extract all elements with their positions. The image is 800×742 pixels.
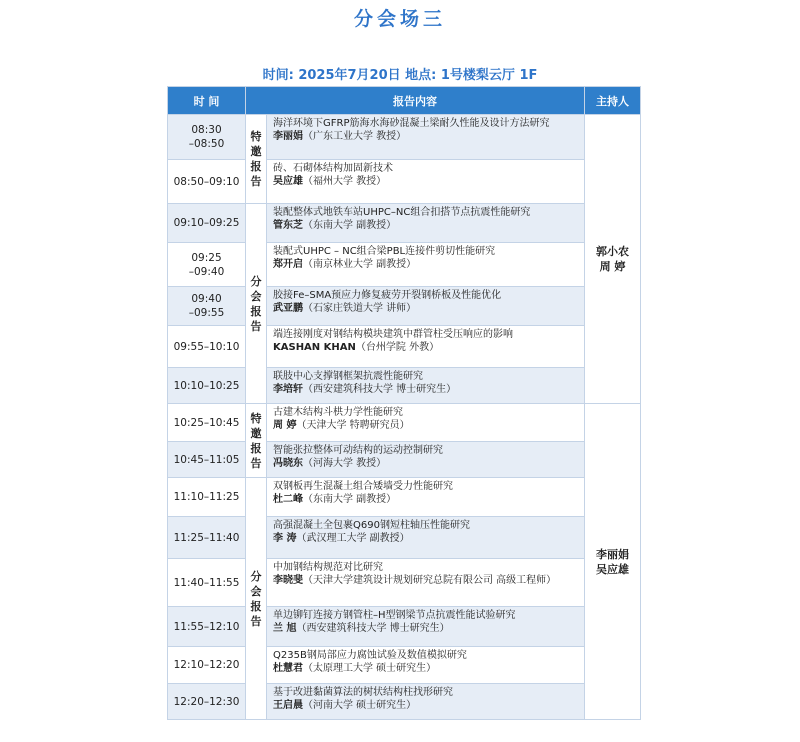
report-topic: 中加钢结构规范对比研究 xyxy=(273,562,383,573)
report-topic: 装配式UHPC – NC组合梁PBL连接件剪切性能研究 xyxy=(273,246,496,257)
report-topic: 基于改进黏菌算法的树状结构柱找形研究 xyxy=(273,687,453,698)
speaker-name: 周 婷 xyxy=(273,420,297,431)
row-time xyxy=(168,326,246,368)
speaker-name: 杜慧君 xyxy=(273,663,303,674)
table-row xyxy=(168,442,641,478)
table-row xyxy=(168,243,641,287)
speaker-name: 郑开启 xyxy=(273,259,303,270)
category-char: 分 xyxy=(250,274,262,288)
speaker-name: 吴应雄 xyxy=(273,176,303,187)
row-time xyxy=(168,607,246,647)
row-content xyxy=(267,326,585,368)
row-time xyxy=(168,684,246,720)
time-text: –09:55 xyxy=(188,307,225,319)
table-row xyxy=(168,404,641,442)
row-content xyxy=(267,115,585,160)
speaker-affiliation: （西安建筑科技大学 博士研究生） xyxy=(303,384,457,395)
speaker-name: 杜二峰 xyxy=(273,494,303,505)
header-content: 报告内容 xyxy=(246,87,585,115)
speaker-name: 李晓斐 xyxy=(273,575,303,586)
row-time xyxy=(168,404,246,442)
row-time xyxy=(168,115,246,160)
row-content xyxy=(267,404,585,442)
category-char: 分 xyxy=(250,569,262,583)
category-char: 特 xyxy=(250,130,262,143)
speaker-affiliation: （广东工业大学 教授） xyxy=(303,131,407,142)
speaker-affiliation: （东南大学 副教授） xyxy=(303,494,397,505)
time-text: 12:10–12:20 xyxy=(173,659,240,671)
row-time xyxy=(168,287,246,326)
speaker-affiliation: （武汉理工大学 副教授） xyxy=(296,533,410,544)
speaker-affiliation: （河海大学 教授） xyxy=(303,458,387,469)
category-char: 邀 xyxy=(250,426,262,440)
time-text: 09:55–10:10 xyxy=(173,340,240,353)
report-topic: 海洋环境下GFRP筋海水海砂混凝土梁耐久性能及设计方法研究 xyxy=(273,118,550,129)
row-time xyxy=(168,517,246,559)
header-host: 主持人 xyxy=(585,87,641,115)
category-char: 报 xyxy=(250,160,262,173)
table-row xyxy=(168,559,641,607)
row-content xyxy=(267,243,585,287)
speaker-name: 李 涛 xyxy=(273,533,297,544)
time-text: 12:20–12:30 xyxy=(173,695,240,708)
time-text: 11:25–11:40 xyxy=(173,531,240,544)
session-time-location: 时间: 2025年7月20日 地点: 1号楼梨云厅 1F xyxy=(262,68,538,83)
report-topic: 古建木结构斗栱力学性能研究 xyxy=(273,407,403,418)
time-text: 10:45–11:05 xyxy=(173,453,240,466)
speaker-affiliation: （东南大学 副教授） xyxy=(303,220,397,231)
table-row xyxy=(168,115,641,160)
speaker-affiliation: （南京林业大学 副教授） xyxy=(303,259,417,270)
row-content xyxy=(267,160,585,204)
time-text: 09:25 xyxy=(191,251,222,264)
host-cell xyxy=(585,404,641,720)
report-topic: 高强混凝土全包裹Q690钢短柱轴压性能研究 xyxy=(273,520,470,531)
host-name: 郭小农 xyxy=(596,245,629,258)
category-char: 告 xyxy=(250,456,262,470)
speaker-affiliation: （台州学院 外教） xyxy=(355,342,440,353)
report-topic: 装配整体式地铁车站UHPC–NC组合扣搭节点抗震性能研究 xyxy=(273,207,531,218)
row-content xyxy=(267,368,585,404)
report-topic: 端连接刚度对钢结构模块建筑中群管柱受压响应的影响 xyxy=(273,329,513,340)
speaker-affiliation: （西安建筑科技大学 博士研究生） xyxy=(296,623,450,634)
category-char: 特 xyxy=(250,411,262,425)
row-content xyxy=(267,204,585,243)
speaker-name: 兰 旭 xyxy=(273,623,297,634)
host-cell xyxy=(585,115,641,404)
row-time xyxy=(168,368,246,404)
header-time: 时 间 xyxy=(168,87,246,115)
time-text: –08:50 xyxy=(188,138,225,150)
report-topic: 智能张拉整体可动结构的运动控制研究 xyxy=(273,445,443,456)
speaker-name: 王启晨 xyxy=(273,700,303,711)
speaker-affiliation: （太原理工大学 硕士研究生） xyxy=(303,663,437,674)
row-time xyxy=(168,478,246,517)
row-time xyxy=(168,442,246,478)
category-char: 报 xyxy=(250,304,262,318)
category-char: 邀 xyxy=(250,145,262,158)
category-char: 报 xyxy=(250,599,262,613)
speaker-affiliation: （天津大学 特聘研究员） xyxy=(296,420,410,431)
category-label xyxy=(246,478,267,720)
row-content xyxy=(267,478,585,517)
host-name: 李丽娟 xyxy=(596,547,629,561)
category-char: 报 xyxy=(250,441,262,455)
row-content xyxy=(267,607,585,647)
speaker-name: 管东芝 xyxy=(273,220,303,231)
table-row xyxy=(168,160,641,204)
speaker-affiliation: （石家庄铁道大学 讲师） xyxy=(303,303,417,314)
category-char: 会 xyxy=(250,584,262,598)
speaker-affiliation: （福州大学 教授） xyxy=(303,176,387,187)
category-char: 告 xyxy=(250,614,262,628)
table-row xyxy=(168,647,641,684)
schedule-table xyxy=(167,86,641,720)
speaker-name: 李丽娟 xyxy=(273,131,303,142)
speaker-name: KASHAN KHAN xyxy=(273,342,356,353)
time-text: 10:25–10:45 xyxy=(173,416,240,429)
host-name: 吴应雄 xyxy=(596,562,629,576)
row-content xyxy=(267,442,585,478)
row-content xyxy=(267,517,585,559)
table-row xyxy=(168,326,641,368)
row-content xyxy=(267,684,585,720)
table-row xyxy=(168,607,641,647)
time-text: 11:55–12:10 xyxy=(173,620,240,633)
category-char: 告 xyxy=(250,175,262,188)
report-topic: 胶接Fe–SMA预应力修复疲劳开裂钢桥板及性能优化 xyxy=(273,290,502,301)
report-topic: 砖、石砌体结构加固新技术 xyxy=(273,163,393,174)
report-topic: 联肢中心支撑钢框架抗震性能研究 xyxy=(273,371,423,382)
category-label xyxy=(246,115,267,204)
speaker-affiliation: （天津大学建筑设计规划研究总院有限公司 高级工程师） xyxy=(303,575,557,586)
table-row xyxy=(168,517,641,559)
row-content xyxy=(267,287,585,326)
row-time xyxy=(168,647,246,684)
time-text: 11:10–11:25 xyxy=(173,491,240,503)
report-topic: Q235B钢局部应力腐蚀试验及数值模拟研究 xyxy=(273,650,467,661)
table-row xyxy=(168,204,641,243)
row-time xyxy=(168,204,246,243)
speaker-name: 武亚鹏 xyxy=(273,303,303,314)
table-header-row xyxy=(168,87,641,115)
category-char: 告 xyxy=(250,319,262,333)
time-text: 11:40–11:55 xyxy=(173,576,240,589)
time-text: 08:30 xyxy=(191,124,222,136)
table-row xyxy=(168,478,641,517)
speaker-affiliation: （河南大学 硕士研究生） xyxy=(303,700,417,711)
category-char: 会 xyxy=(250,289,262,303)
table-row xyxy=(168,684,641,720)
time-text: 09:10–09:25 xyxy=(173,217,240,229)
table-row xyxy=(168,368,641,404)
row-time xyxy=(168,243,246,287)
host-name: 周 婷 xyxy=(599,260,626,273)
table-row xyxy=(168,287,641,326)
speaker-name: 李培轩 xyxy=(273,384,303,395)
row-content xyxy=(267,559,585,607)
row-content xyxy=(267,647,585,684)
time-text: 09:40 xyxy=(191,293,222,305)
speaker-name: 冯晓东 xyxy=(273,458,303,469)
session-title: 分会场三 xyxy=(353,8,446,30)
time-text: 08:50–09:10 xyxy=(173,175,240,188)
category-label xyxy=(246,404,267,478)
row-time xyxy=(168,559,246,607)
row-time xyxy=(168,160,246,204)
time-text: 10:10–10:25 xyxy=(173,379,240,392)
report-topic: 双钢板再生混凝土组合矮墙受力性能研究 xyxy=(273,481,453,492)
category-label xyxy=(246,204,267,404)
time-text: –09:40 xyxy=(188,265,225,278)
report-topic: 单边铆钉连接方钢管柱–H型钢梁节点抗震性能试验研究 xyxy=(273,610,516,621)
